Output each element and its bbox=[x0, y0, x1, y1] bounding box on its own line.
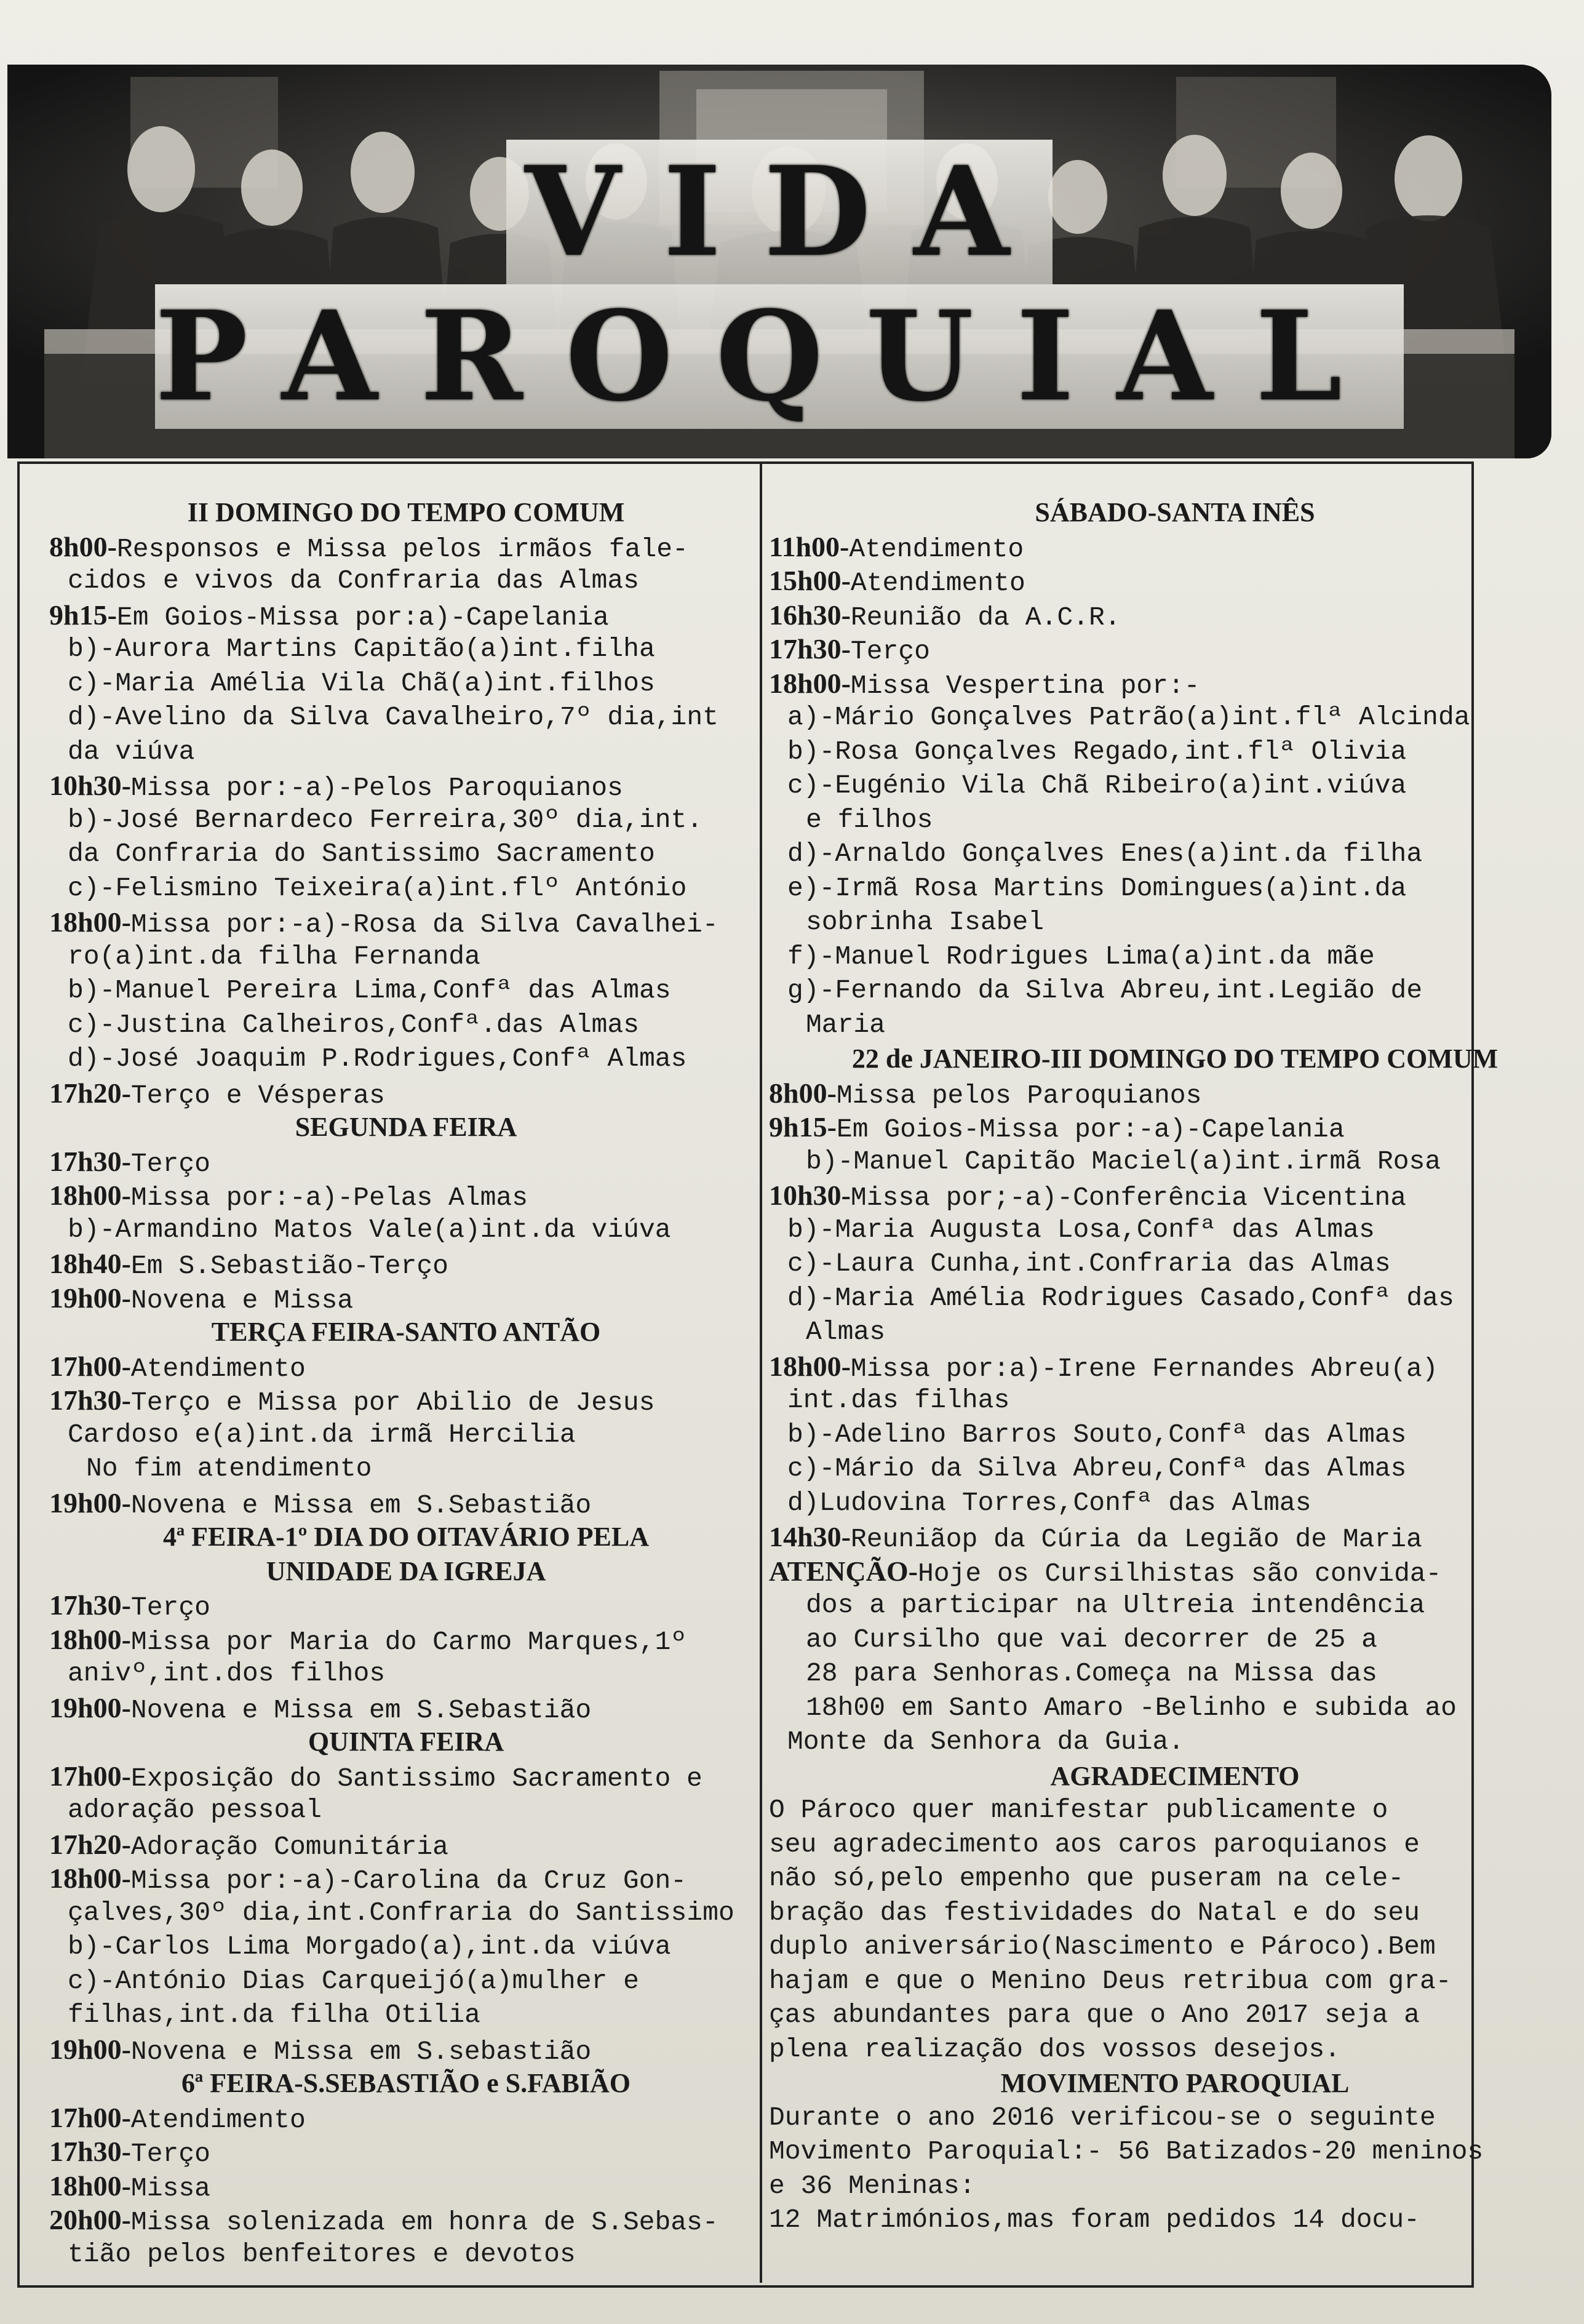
entry-continuation: c)-António Dias Carqueijó(a)mulher e bbox=[68, 1965, 639, 1996]
entry-time: 9h15- bbox=[49, 599, 117, 631]
left-column bbox=[49, 495, 763, 2271]
schedule-entry bbox=[769, 632, 1581, 666]
entry-continuation: filhas,int.da filha Otilia bbox=[68, 2000, 480, 2030]
entry-continuation: b)-Manuel Pereira Lima,Confª das Almas bbox=[68, 975, 671, 1005]
entry-continuation: adoração pessoal bbox=[68, 1795, 322, 1825]
entry-text: Atendimento bbox=[850, 568, 1025, 598]
paragraph-line: duplo aniversário(Nascimento e Pároco).Bem bbox=[769, 1931, 1436, 1962]
entry-time: 15h00- bbox=[769, 565, 851, 596]
schedule-entry bbox=[769, 1349, 1581, 1384]
entry-time: 17h00- bbox=[49, 2101, 131, 2133]
entry-continuation: Cardoso e(a)int.da irmã Hercilia bbox=[68, 1419, 576, 1450]
schedule-entry bbox=[49, 530, 763, 564]
entry-continuation: f)-Manuel Rodrigues Lima(a)int.da mãe bbox=[787, 941, 1375, 972]
paragraph-line: Movimento Paroquial:- 56 Batizados-20 meninos bbox=[769, 2136, 1484, 2166]
entry-continuation: d)-Arnaldo Gonçalves Enes(a)int.da filha bbox=[787, 839, 1423, 869]
section-heading: 22 de JANEIRO-III DOMINGO DO TEMPO COMUM bbox=[851, 1044, 1498, 1074]
entry-time: 17h00- bbox=[49, 1350, 131, 1382]
schedule-entry bbox=[49, 1178, 763, 1213]
paragraph-line: Durante o ano 2016 verificou-se o seguinte bbox=[769, 2102, 1436, 2133]
schedule-entry bbox=[49, 2032, 763, 2067]
entry-continuation: g)-Fernando da Silva Abreu,int.Legião de bbox=[787, 975, 1423, 1005]
entry-text: Missa solenizada em honra de S.Sebas- bbox=[130, 2207, 718, 2237]
schedule-entry bbox=[769, 666, 1581, 701]
schedule-entry bbox=[49, 2203, 763, 2237]
entry-text: Exposição do Santissimo Sacramento e bbox=[130, 1763, 702, 1794]
entry-text: Terço e Missa por Abilio de Jesus bbox=[130, 1388, 655, 1418]
entry-text: Terço bbox=[130, 2139, 210, 2169]
schedule-entry bbox=[49, 1247, 763, 1281]
entry-time: 19h00- bbox=[49, 2033, 131, 2065]
schedule-entry bbox=[49, 1144, 763, 1179]
entry-time: 10h30- bbox=[769, 1180, 851, 1211]
entry-time: 16h30- bbox=[769, 599, 851, 631]
entry-text: Missa por:-a)-Carolina da Cruz Gon- bbox=[130, 1866, 687, 1896]
schedule-entry bbox=[769, 1076, 1581, 1111]
entry-time: 9h15- bbox=[769, 1111, 837, 1143]
entry-time: 18h00- bbox=[49, 1623, 131, 1655]
newsletter-title: VIDA PAROQUIAL bbox=[155, 140, 1403, 429]
schedule-entry bbox=[49, 769, 763, 803]
entry-time: 17h30- bbox=[49, 2136, 131, 2167]
entry-time: 20h00- bbox=[49, 2204, 131, 2235]
entry-continuation: a)-Mário Gonçalves Patrão(a)int.flª Alcinda bbox=[787, 702, 1470, 732]
entry-time: 10h30- bbox=[49, 770, 131, 801]
entry-time: 18h40- bbox=[49, 1248, 131, 1279]
entry-continuation: int.das filhas bbox=[787, 1385, 1010, 1415]
entry-time: 17h20- bbox=[49, 1828, 131, 1860]
entry-continuation: çalves,30º dia,int.Confraria do Santissimo bbox=[68, 1897, 734, 1928]
header-banner bbox=[7, 65, 1551, 458]
entry-continuation: e)-Irmã Rosa Martins Domingues(a)int.da bbox=[787, 872, 1407, 903]
schedule-entry bbox=[49, 1827, 763, 1862]
entry-time: 18h00- bbox=[49, 906, 131, 938]
entry-continuation: b)-Armandino Matos Vale(a)int.da viúva bbox=[68, 1214, 671, 1245]
paragraph-line: ças abundantes para que o Ano 2017 seja a bbox=[769, 2000, 1420, 2030]
schedule-entry bbox=[49, 1691, 763, 1725]
entry-text: Missa por:-a)-Rosa da Silva Cavalhei- bbox=[130, 909, 718, 940]
entry-continuation: Maria bbox=[806, 1009, 886, 1040]
section-heading: TERÇA FEIRA-SANTO ANTÃO bbox=[211, 1317, 601, 1347]
entry-text: Responsos e Missa pelos irmãos fale- bbox=[116, 533, 688, 564]
entry-continuation: ao Cursilho que vai decorrer de 25 a bbox=[806, 1624, 1377, 1655]
entry-time: 17h30- bbox=[769, 633, 851, 665]
schedule-entry bbox=[769, 1178, 1581, 1213]
schedule-entry bbox=[49, 1281, 763, 1316]
entry-time: ATENÇÃO- bbox=[769, 1555, 918, 1587]
entry-continuation: b)-Aurora Martins Capitão(a)int.filha bbox=[68, 634, 655, 664]
entry-text: Atendimento bbox=[130, 2104, 306, 2135]
entry-text: Atendimento bbox=[130, 1353, 306, 1384]
entry-time: 19h00- bbox=[49, 1282, 131, 1314]
entry-continuation: No fim atendimento bbox=[86, 1453, 372, 1483]
entry-text: Adoração Comunitária bbox=[130, 1831, 448, 1862]
entry-text: Missa por:-a)-Pelas Almas bbox=[130, 1183, 528, 1213]
section-heading: SEGUNDA FEIRA bbox=[295, 1112, 517, 1142]
entry-continuation: sobrinha Isabel bbox=[806, 907, 1045, 937]
entry-time: 11h00- bbox=[769, 530, 850, 562]
entry-text: Terço e Vésperas bbox=[130, 1080, 385, 1111]
paragraph-line: não só,pelo empenho que puseram na cele- bbox=[769, 1863, 1404, 1893]
entry-continuation: b)-Carlos Lima Morgado(a),int.da viúva bbox=[68, 1931, 671, 1962]
schedule-entry bbox=[49, 1588, 763, 1623]
paragraph-line: 12 Matrimónios,mas foram pedidos 14 docu- bbox=[769, 2205, 1420, 2235]
entry-continuation: Monte da Senhora da Guia. bbox=[787, 1727, 1185, 1757]
entry-text: Reunião da A.C.R. bbox=[850, 602, 1121, 633]
entry-continuation: c)-Justina Calheiros,Confª.das Almas bbox=[68, 1009, 639, 1040]
entry-continuation: c)-Felismino Teixeira(a)int.flº António bbox=[68, 872, 687, 903]
entry-continuation: d)-Avelino da Silva Cavalheiro,7º dia,int bbox=[68, 702, 718, 732]
entry-continuation: d)-Maria Amélia Rodrigues Casado,Confª das bbox=[787, 1282, 1454, 1313]
paragraph-line: hajam e que o Menino Deus retribua com gra- bbox=[769, 1965, 1452, 1996]
paragraph-line: plena realização dos vossos desejos. bbox=[769, 2034, 1340, 2064]
entry-text: Novena e Missa em S.sebastião bbox=[130, 2036, 592, 2067]
schedule-entry bbox=[769, 530, 1581, 564]
entry-text: Missa por:a)-Irene Fernandes Abreu(a) bbox=[850, 1353, 1438, 1384]
section-heading: SÁBADO-SANTA INÊS bbox=[1035, 497, 1315, 527]
entry-continuation: c)-Laura Cunha,int.Confraria das Almas bbox=[787, 1248, 1391, 1279]
schedule-entry bbox=[769, 1110, 1581, 1144]
entry-time: 18h00- bbox=[49, 2170, 131, 2202]
entry-text: Novena e Missa em S.Sebastião bbox=[130, 1695, 592, 1725]
entry-time: 19h00- bbox=[49, 1487, 131, 1519]
schedule-entry bbox=[49, 1349, 763, 1384]
schedule-entry bbox=[769, 598, 1581, 633]
entry-time: 18h00- bbox=[49, 1863, 131, 1894]
entry-continuation: da Confraria do Santissimo Sacramento bbox=[68, 839, 655, 869]
entry-text: Missa bbox=[130, 2173, 210, 2203]
entry-continuation: dos a participar na Ultreia intendência bbox=[806, 1590, 1425, 1620]
entry-continuation: Almas bbox=[806, 1317, 886, 1347]
entry-time: 14h30- bbox=[769, 1521, 851, 1552]
entry-text: Missa por;-a)-Conferência Vicentina bbox=[850, 1183, 1407, 1213]
section-heading: II DOMINGO DO TEMPO COMUM bbox=[187, 497, 625, 527]
entry-continuation: 28 para Senhoras.Começa na Missa das bbox=[806, 1658, 1377, 1688]
schedule-entry bbox=[49, 1759, 763, 1794]
schedule-entry bbox=[49, 2169, 763, 2203]
entry-text: Missa por:-a)-Pelos Paroquianos bbox=[130, 773, 623, 803]
entry-text: Novena e Missa em S.Sebastião bbox=[130, 1490, 592, 1520]
entry-continuation: b)-Rosa Gonçalves Regado,int.flª Olivia bbox=[787, 736, 1407, 767]
entry-continuation: c)-Maria Amélia Vila Chã(a)int.filhos bbox=[68, 668, 655, 698]
paragraph-line: seu agradecimento aos caros paroquianos e bbox=[769, 1829, 1420, 1859]
section-heading: AGRADECIMENTO bbox=[1050, 1760, 1300, 1791]
entry-text: Missa Vespertina por:- bbox=[850, 670, 1200, 701]
schedule-entry bbox=[769, 1554, 1581, 1589]
entry-time: 17h20- bbox=[49, 1077, 131, 1109]
paragraph-line: bração das festividades do Natal e do seu bbox=[769, 1897, 1420, 1928]
entry-time: 18h00- bbox=[769, 1350, 851, 1382]
schedule-entry bbox=[769, 1520, 1581, 1554]
entry-continuation: b)-Adelino Barros Souto,Confª das Almas bbox=[787, 1419, 1407, 1450]
entry-time: 18h00- bbox=[49, 1180, 131, 1211]
right-column bbox=[769, 495, 1581, 2237]
entry-continuation: b)-José Bernardeco Ferreira,30º dia,int. bbox=[68, 804, 703, 835]
entry-text: Novena e Missa bbox=[130, 1285, 354, 1316]
schedule-entry bbox=[49, 2134, 763, 2169]
entry-text: Hoje os Cursilhistas são convida- bbox=[917, 1558, 1442, 1589]
entry-text: Atendimento bbox=[849, 533, 1024, 564]
entry-time: 8h00- bbox=[49, 530, 117, 562]
schedule-entry bbox=[49, 1383, 763, 1418]
entry-time: 8h00- bbox=[769, 1077, 837, 1109]
entry-time: 17h00- bbox=[49, 1760, 131, 1792]
section-heading: QUINTA FEIRA bbox=[308, 1727, 504, 1757]
entry-time: 17h30- bbox=[49, 1589, 131, 1621]
entry-text: Em Goios-Missa por:-a)-Capelania bbox=[836, 1114, 1345, 1144]
entry-continuation: tião pelos benfeitores e devotos bbox=[68, 2238, 576, 2269]
entry-text: Missa por Maria do Carmo Marques,1º bbox=[130, 1626, 687, 1657]
entry-text: Terço bbox=[130, 1148, 210, 1179]
entry-text: Reuniãop da Cúria da Legião de Maria bbox=[850, 1524, 1422, 1554]
entry-time: 17h30- bbox=[49, 1145, 131, 1177]
entry-continuation: c)-Eugénio Vila Chã Ribeiro(a)int.viúva bbox=[787, 770, 1407, 801]
section-heading: UNIDADE DA IGREJA bbox=[266, 1555, 546, 1586]
entry-time: 17h30- bbox=[49, 1384, 131, 1416]
entry-continuation: 18h00 em Santo Amaro -Belinho e subida ao bbox=[806, 1692, 1457, 1723]
section-heading: 6ª FEIRA-S.SEBASTIÃO e S.FABIÃO bbox=[181, 2068, 631, 2098]
entry-continuation: anivº,int.dos filhos bbox=[68, 1658, 386, 1688]
entry-continuation: cidos e vivos da Confraria das Almas bbox=[68, 565, 639, 596]
paragraph-line: e 36 Meninas: bbox=[769, 2170, 976, 2201]
paragraph-line: O Pároco quer manifestar publicamente o bbox=[769, 1795, 1388, 1825]
entry-time: 18h00- bbox=[769, 667, 851, 699]
entry-continuation: b)-Maria Augusta Losa,Confª das Almas bbox=[787, 1214, 1375, 1245]
section-heading: MOVIMENTO PAROQUIAL bbox=[1000, 2068, 1350, 2098]
entry-text: Em Goios-Missa por:a)-Capelania bbox=[116, 602, 609, 633]
entry-continuation: d)-José Joaquim P.Rodrigues,Confª Almas bbox=[68, 1044, 687, 1074]
entry-continuation: da viúva bbox=[68, 736, 195, 767]
schedule-entry bbox=[769, 564, 1581, 598]
schedule-entry bbox=[49, 1486, 763, 1520]
entry-continuation: c)-Mário da Silva Abreu,Confª das Almas bbox=[787, 1453, 1407, 1483]
section-heading: 4ª FEIRA-1º DIA DO OITAVÁRIO PELA bbox=[162, 1522, 650, 1552]
entry-text: Terço bbox=[130, 1592, 210, 1623]
entry-continuation: e filhos bbox=[806, 804, 933, 835]
entry-text: Em S.Sebastião-Terço bbox=[130, 1251, 448, 1281]
entry-continuation: ro(a)int.da filha Fernanda bbox=[68, 941, 480, 972]
schedule-entry bbox=[49, 598, 763, 633]
entry-time: 19h00- bbox=[49, 1691, 131, 1723]
schedule-entry bbox=[49, 2101, 763, 2135]
schedule-entry bbox=[49, 1623, 763, 1657]
schedule-entry bbox=[49, 1076, 763, 1111]
entry-continuation: b)-Manuel Capitão Maciel(a)int.irmã Rosa bbox=[806, 1146, 1441, 1176]
entry-text: Missa pelos Paroquianos bbox=[836, 1080, 1202, 1111]
schedule-entry bbox=[49, 1861, 763, 1896]
schedule-entry bbox=[49, 905, 763, 940]
entry-continuation: d)Ludovina Torres,Confª das Almas bbox=[787, 1487, 1311, 1518]
entry-text: Terço bbox=[850, 636, 930, 666]
